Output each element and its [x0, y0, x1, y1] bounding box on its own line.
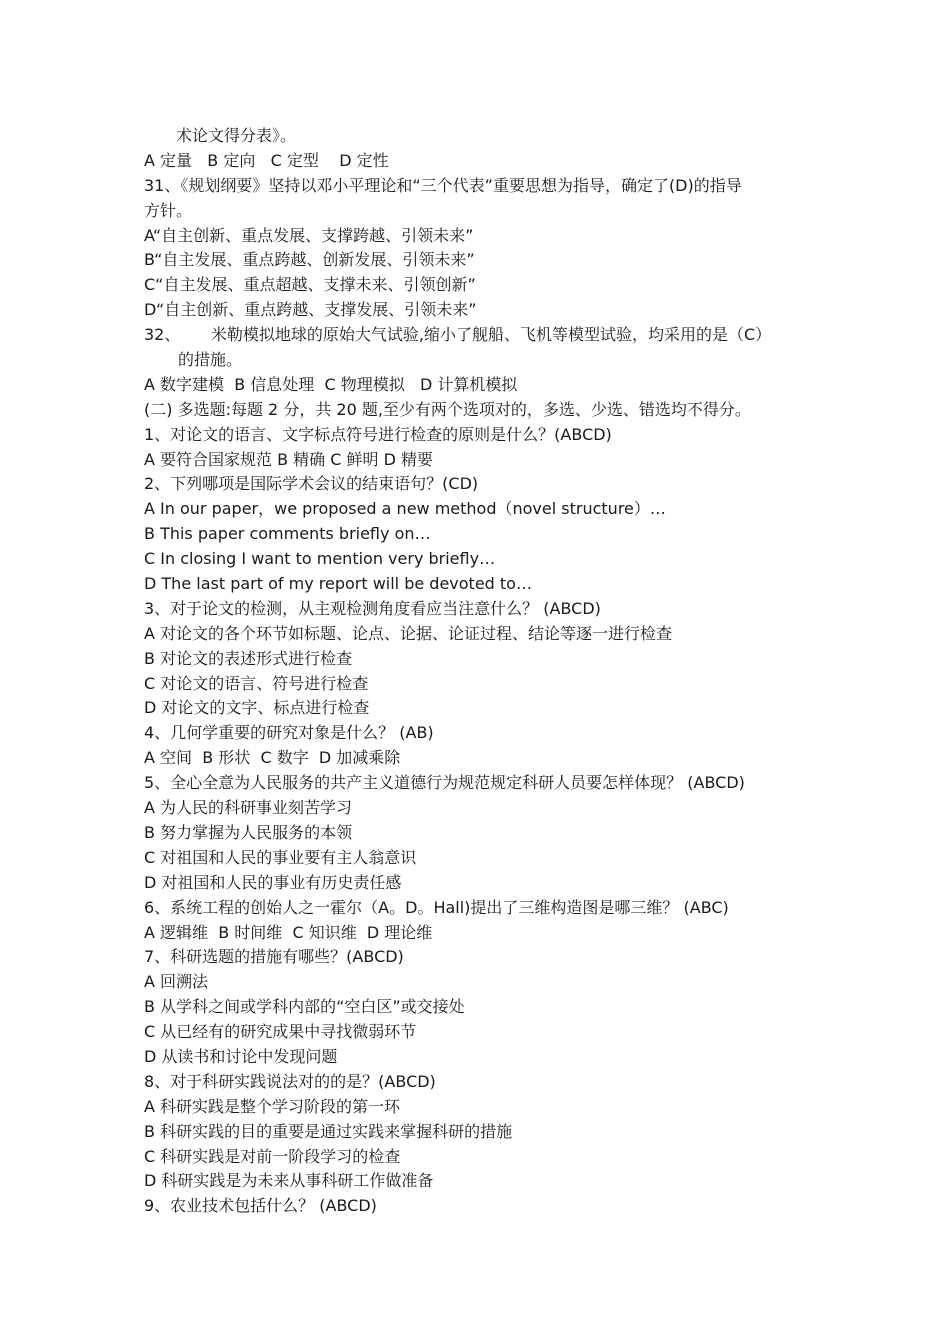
text-line: 方针。	[144, 200, 193, 220]
text-line: 的措施。	[178, 350, 243, 370]
option-line: D“自主创新、重点跨越、支撑发展、引领未来”	[144, 300, 477, 320]
option-line: D 对论文的文字、标点进行检查	[144, 698, 370, 718]
option-line: D 从读书和讨论中发现问题	[144, 1046, 338, 1066]
option-line: A“自主创新、重点发展、支撑跨越、引领未来”	[144, 225, 474, 245]
option-line: A 对论文的各个环节如标题、论点、论据、论证过程、结论等逐一进行检查	[144, 623, 673, 643]
option-line: B 对论文的表述形式进行检查	[144, 648, 353, 668]
question-line: 8、对于科研实践说法对的的是？(ABCD)	[144, 1071, 436, 1091]
option-line: A 回溯法	[144, 972, 209, 992]
option-line: A 为人民的科研事业刻苦学习	[144, 798, 353, 818]
question-line: 31、《规划纲要》坚持以邓小平理论和“三个代表”重要思想为指导，确定了(D)的指导	[144, 175, 742, 195]
option-line: A 数字建模 B 信息处理 C 物理模拟 D 计算机模拟	[144, 374, 518, 394]
option-line: A 逻辑维 B 时间维 C 知识维 D 理论维	[144, 922, 433, 942]
option-line: A 要符合国家规范 B 精确 C 鲜明 D 精要	[144, 449, 434, 469]
option-line: C 从已经有的研究成果中寻找微弱环节	[144, 1022, 417, 1042]
question-line: 1、对论文的语言、文字标点符号进行检查的原则是什么？(ABCD)	[144, 424, 612, 444]
question-line: 7、科研选题的措施有哪些？(ABCD)	[144, 947, 404, 967]
section-heading: (二) 多选题:每题 2 分，共 20 题,至少有两个选项对的，多选、少选、错选均不得分。	[144, 399, 751, 419]
option-line: B 科研实践的目的重要是通过实践来掌握科研的措施	[144, 1121, 513, 1141]
question-line: 3、对于论文的检测，从主观检测角度看应当注意什么？ (ABCD)	[144, 598, 601, 618]
text-line: A 定量 B 定向 C 定型 D 定性	[144, 150, 389, 170]
option-line: C 对祖国和人民的事业要有主人翁意识	[144, 847, 417, 867]
question-line: 32、 米勒模拟地球的原始大气试验,缩小了舰船、飞机等模型试验，均采用的是（C）	[144, 325, 772, 345]
option-line: C 对论文的语言、符号进行检查	[144, 673, 369, 693]
option-line: D The last part of my report will be devoted to…	[144, 574, 532, 594]
option-line: D 对祖国和人民的事业有历史责任感	[144, 872, 402, 892]
option-line: A 空间 B 形状 C 数字 D 加减乘除	[144, 748, 401, 768]
option-line: B This paper comments briefly on…	[144, 524, 431, 544]
question-line: 5、全心全意为人民服务的共产主义道德行为规范规定科研人员要怎样体现？ (ABCD)	[144, 773, 745, 793]
option-line: B 努力掌握为人民服务的本领	[144, 822, 353, 842]
option-line: B 从学科之间或学科内部的“空白区”或交接处	[144, 997, 465, 1017]
option-line: D 科研实践是为未来从事科研工作做准备	[144, 1171, 434, 1191]
option-line: A In our paper，we proposed a new method（novel structure）…	[144, 499, 666, 519]
text-line: 术论文得分表》。	[176, 126, 297, 145]
question-line: 2、下列哪项是国际学术会议的结束语句？(CD)	[144, 474, 479, 494]
option-line: C 科研实践是对前一阶段学习的检查	[144, 1146, 401, 1166]
option-line: C“自主发展、重点超越、支撑未来、引领创新”	[144, 275, 476, 295]
question-line: 6、系统工程的创始人之一霍尔（A。D。Hall)提出了三维构造图是哪三维？ (ABC)	[144, 897, 729, 917]
question-line: 4、几何学重要的研究对象是什么？ (AB)	[144, 723, 434, 743]
option-line: B“自主发展、重点跨越、创新发展、引领未来”	[144, 250, 475, 270]
option-line: A 科研实践是整个学习阶段的第一环	[144, 1096, 401, 1116]
document-body	[144, 124, 834, 1219]
option-line: C In closing I want to mention very briefly…	[144, 549, 496, 569]
question-line: 9、农业技术包括什么？ (ABCD)	[144, 1196, 377, 1216]
